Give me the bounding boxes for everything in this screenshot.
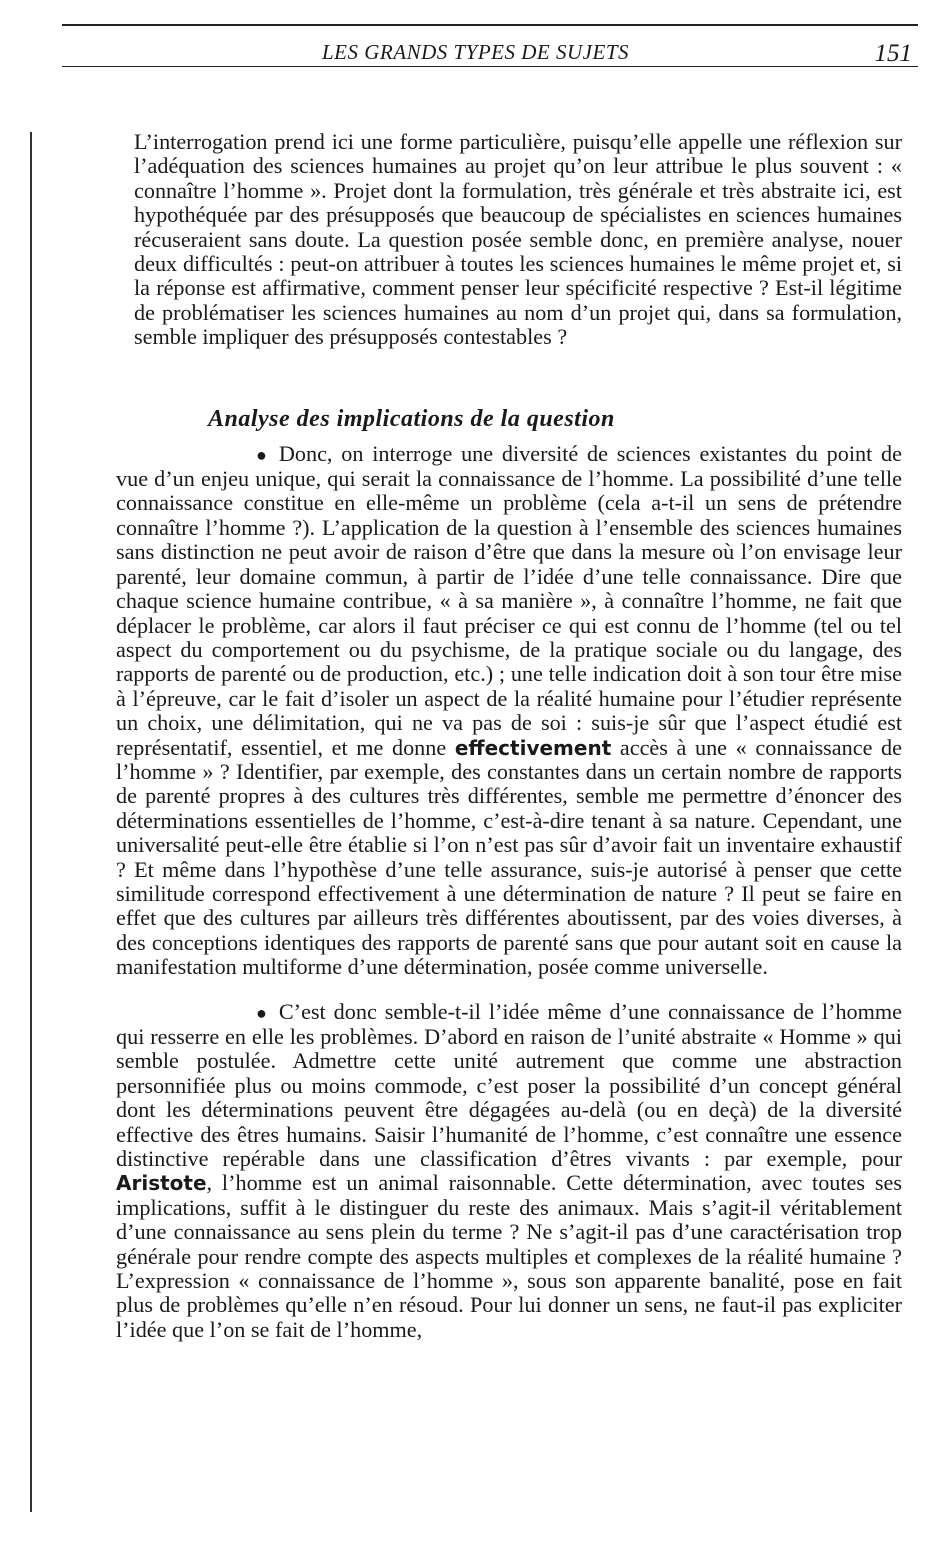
bullet-icon: ● — [256, 444, 267, 465]
paragraph-1 — [116, 442, 902, 980]
header-bottom-rule — [62, 66, 918, 67]
paragraph-2 — [116, 1000, 902, 1343]
paragraph-2-bold: Aristote — [116, 1171, 207, 1196]
paragraph-2-text-b: , l’homme est un animal raisonnable. Cette détermination, avec toutes ses implications, suffit à le distinguer du reste des animaux. Mais s’agit-il véritablement d’une connaissance au sens plein du terme ? Ne s’agit-il pas d’une caractérisation trop générale pour rendre compte des aspects multiples et complexes de la réalité humaine ? L’expression « connaissance de l’homme », sous son apparente banalité, pose en fait plus de problèmes qu’elle n’en résoud. Pour lui donner un sens, ne faut-il pas expliciter l’idée que l’on se fait de l’homme, — [116, 1170, 902, 1342]
body-text — [116, 130, 902, 1342]
intro-paragraph: L’interrogation prend ici une forme particulière, puisqu’elle appelle une réflexion sur l’adéquation des sciences humaines au projet qu’on leur attribue le plus souvent : « connaître l’homme ». Projet dont la formulation, très générale et très abstraite ici, est hypothéquée par des présupposés que beaucoup de spécialistes en sciences humaines récuseraient sans doute. La question posée semble donc, en première analyse, nouer deux difficultés : peut-on attribuer à toutes les sciences humaines le même projet et, si la réponse est affirmative, comment penser leur spécificité respective ? Est-il légitime de problématiser les sciences humaines au nom d’un projet qui, dans sa formulation, semble impliquer des présupposés contestables ? — [134, 129, 902, 350]
running-header — [62, 40, 918, 72]
paragraph-1-bold: effectivement — [454, 735, 612, 760]
paragraph-2-text-a: C’est donc semble-t-il l’idée même d’une connaissance de l’homme qui resserre en elle les problèmes. D’abord en raison de l’unité abstraite « Homme » qui semble postulée. Admettre cette unité autrement que comme une abstraction personnifiée plus ou moins commode, c’est poser la possibilité d’un concept général dont les déterminations peuvent être dégagées au-delà (ou en deçà) de la diversité effective des êtres humains. Saisir l’humanité de l’homme, c’est connaître une essence distinctive repérable dans une classification d’êtres vivants : par exemple, pour — [116, 998, 902, 1172]
paragraph-1-text-a: Donc, on interroge une diversité de sciences existantes du point de vue d’un enjeu unique, qui serait la connaissance de l’homme. La possibilité d’une telle connaissance constitue en elle-même un problème (cela a-t-il un sens de prétendre connaître l’homme ?). L’application de la question à l’ensemble des sciences humaines sans distinction ne peut avoir de raison d’être que dans la mesure où l’on envisage leur parenté, leur domaine commun, à partir de l’idée d’une telle connaissance. Dire que chaque science humaine contribue, « à sa manière », à connaître l’homme, ne fait que déplacer le problème, car alors il faut préciser ce qui est connu de l’homme (tel ou tel aspect du comportement ou du psychisme, de la pratique sociale ou du langage, des rapports de parenté ou de production, etc.) ; une telle indication doit à son tour être mise à l’épreuve, car le fait d’isoler un aspect de la réalité humaine pour l’étudier représente un choix, une délimitation, qui ne va pas de soi : suis-je sûr que l’aspect étudié est représentatif, essentiel, et me donne — [116, 440, 902, 760]
bullet-icon: ● — [256, 1002, 267, 1023]
paragraph-1-text-b: accès à une « connaissance de l’homme » ? Identifier, par exemple, des constantes dans un certain nombre de rapports de parenté propres à des cultures très différentes, semble me permettre d’énoncer des déterminations essentielles de l’homme, c’est-à-dire tenant à sa nature. Cependant, une universalité peut-elle être établie si l’on n’est pas sûr d’avoir fait un inventaire exhaustif ? Et même dans l’hypothèse d’une telle assurance, suis-je autorisé à penser que cette similitude correspond effectivement à une détermination de nature ? Il peut se faire en effet que des cultures par ailleurs très différentes aboutissent, par des voies diverses, à des conceptions identiques des rapports de parenté sans que pour autant soit en cause la manifestation multiforme d’une détermination, posée comme universelle. — [116, 734, 902, 980]
page-number: 151 — [874, 40, 912, 67]
header-top-rule — [62, 24, 918, 26]
margin-bar — [30, 132, 32, 1512]
running-title: LES GRANDS TYPES DE SUJETS — [322, 40, 629, 64]
section-heading: Analyse des implications de la question — [208, 405, 615, 432]
